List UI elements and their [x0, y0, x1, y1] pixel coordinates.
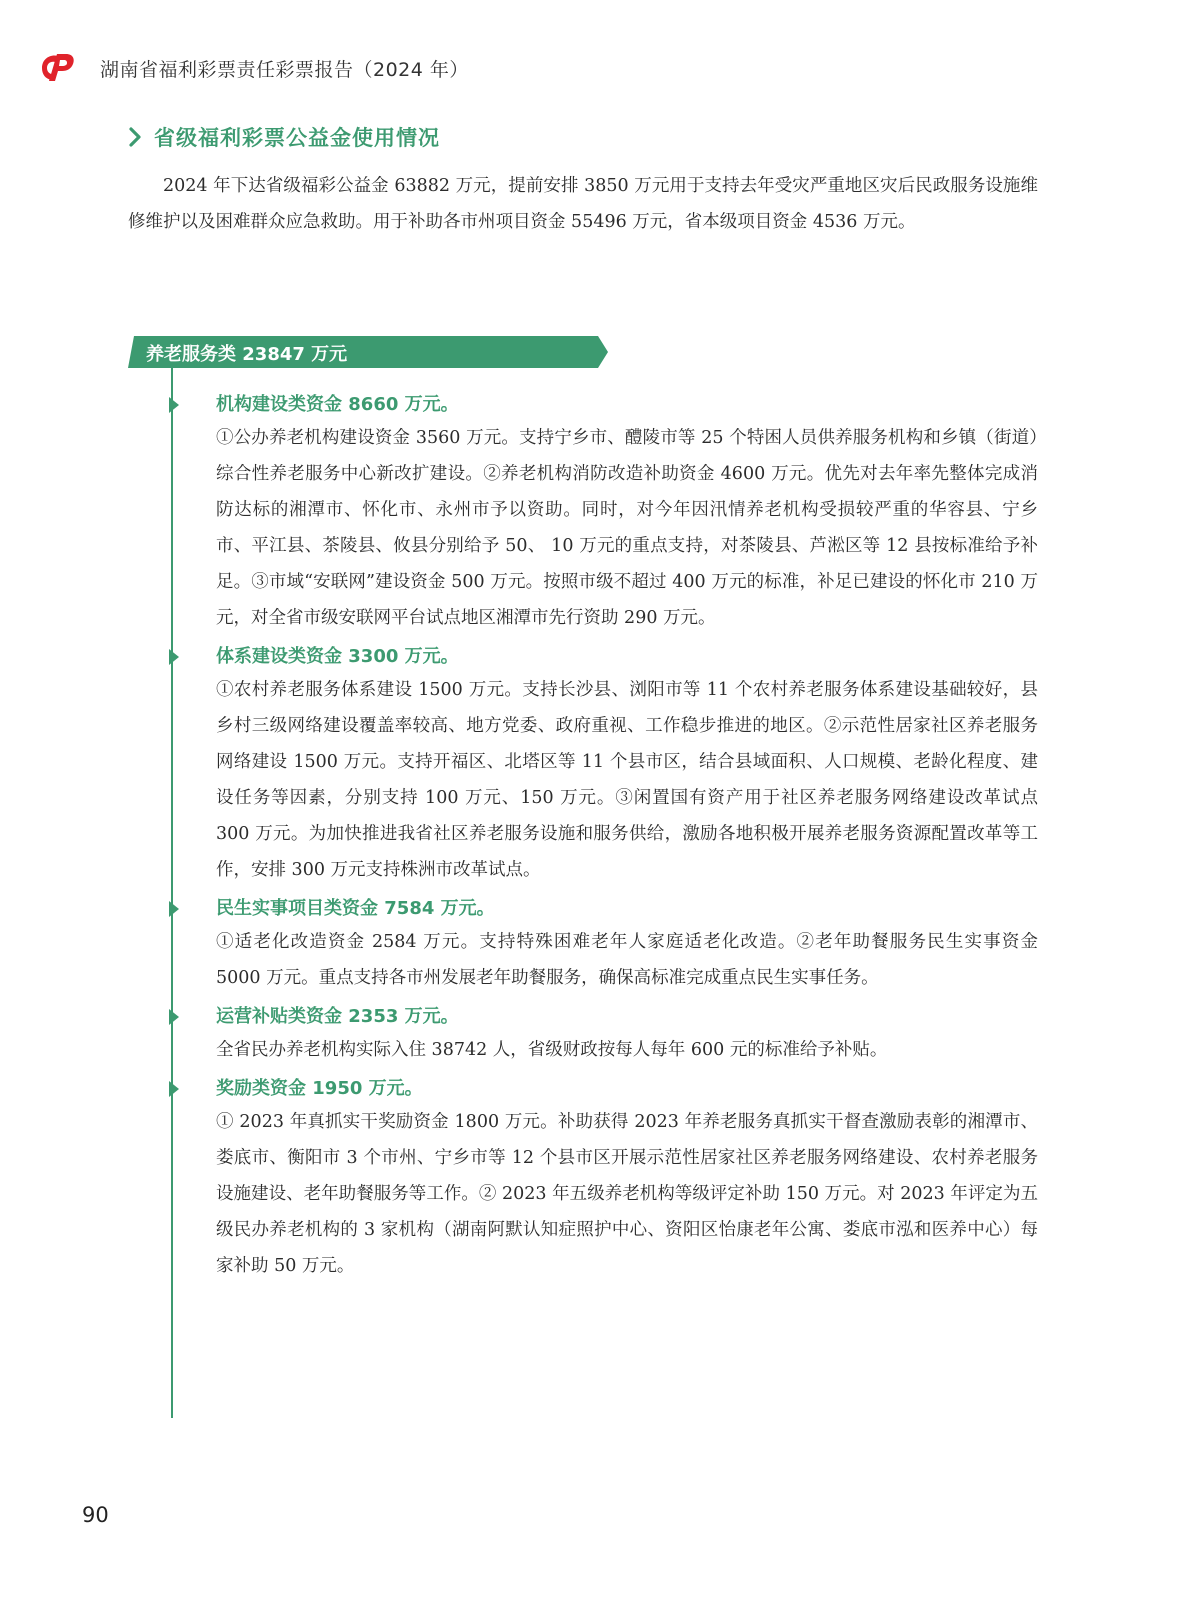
triangle-marker-icon	[169, 649, 179, 665]
item-body: ①适老化改造资金 2584 万元。支持特殊困难老年人家庭适老化改造。②老年助餐服务民生实事资金 5000 万元。重点支持各市州发展老年助餐服务，确保高标准完成重点民生实事任务。	[216, 932, 1038, 988]
item-title: 民生实事项目类资金 7584 万元。	[216, 898, 495, 919]
item-title: 运营补贴类资金 2353 万元。	[216, 1006, 459, 1027]
timeline-line	[171, 368, 173, 1418]
section-title: 省级福利彩票公益金使用情况	[154, 126, 440, 150]
section-heading	[128, 122, 440, 152]
funding-item	[216, 894, 1038, 996]
page-header	[36, 48, 469, 88]
triangle-marker-icon	[169, 1081, 179, 1097]
item-title: 奖励类资金 1950 万元。	[216, 1078, 423, 1099]
funding-items	[216, 390, 1038, 1290]
funding-item	[216, 390, 1038, 636]
triangle-marker-icon	[169, 1009, 179, 1025]
item-title: 体系建设类资金 3300 万元。	[216, 646, 459, 667]
item-body: ①农村养老服务体系建设 1500 万元。支持长沙县、浏阳市等 11 个农村养老服务体系建设基础较好，县乡村三级网络建设覆盖率较高、地方党委、政府重视、工作稳步推进的地区。②示范性居家社区养老服务网络建设 1500 万元。支持开福区、北塔区等 11 个县市区，结合县域面积、人口规模、老龄化程度、建设任务等因素，分别支持 100 万元、150 万元。③闲置国有资产用于社区养老服务网络建设改革试点 300 万元。为加快推进我省社区养老服务设施和服务供给，激励各地积极开展养老服务资源配置改革等工作，安排 300 万元支持株洲市改革试点。	[216, 680, 1038, 880]
chevron-right-icon	[128, 126, 142, 148]
intro-paragraph: 2024 年下达省级福彩公益金 63882 万元，提前安排 3850 万元用于支持去年受灾严重地区灾后民政服务设施维修维护以及困难群众应急救助。用于补助各市州项目资金 55496 万元，省本级项目资金 4536 万元。	[128, 176, 1038, 232]
report-title: 湖南省福利彩票责任彩票报告（2024 年）	[100, 58, 469, 81]
item-title: 机构建设类资金 8660 万元。	[216, 394, 459, 415]
category-label: 养老服务类 23847 万元	[146, 344, 348, 365]
triangle-marker-icon	[169, 397, 179, 413]
page-number: 90	[82, 1503, 109, 1527]
item-body: 全省民办养老机构实际入住 38742 人，省级财政按每人每年 600 元的标准给予补贴。	[216, 1040, 888, 1060]
funding-item	[216, 642, 1038, 888]
welfare-lottery-logo-icon	[36, 51, 76, 85]
funding-item	[216, 1074, 1038, 1284]
funding-item	[216, 1002, 1038, 1068]
category-banner	[128, 336, 608, 368]
triangle-marker-icon	[169, 901, 179, 917]
item-body: ①公办养老机构建设资金 3560 万元。支持宁乡市、醴陵市等 25 个特困人员供养服务机构和乡镇（街道）综合性养老服务中心新改扩建设。②养老机构消防改造补助资金 4600 万元。优先对去年率先整体完成消防达标的湘潭市、怀化市、永州市予以资助。同时，对今年因汛情养老机构受损较严重的华容县、宁乡市、平江县、茶陵县、攸县分别给予 50、 10 万元的重点支持，对茶陵县、芦淞区等 12 县按标准给予补足。③市域“安联网”建设资金 500 万元。按照市级不超过 400 万元的标准，补足已建设的怀化市 210 万元，对全省市级安联网平台试点地区湘潭市先行资助 290 万元。	[216, 428, 1038, 628]
item-body: ① 2023 年真抓实干奖励资金 1800 万元。补助获得 2023 年养老服务真抓实干督查激励表彰的湘潭市、娄底市、衡阳市 3 个市州、宁乡市等 12 个县市区开展示范性居家社区养老服务网络建设、农村养老服务设施建设、老年助餐服务等工作。② 2023 年五级养老机构等级评定补助 150 万元。对 2023 年评定为五级民办养老机构的 3 家机构（湖南阿默认知症照护中心、资阳区怡康老年公寓、娄底市泓和医养中心）每家补助 50 万元。	[216, 1112, 1038, 1276]
